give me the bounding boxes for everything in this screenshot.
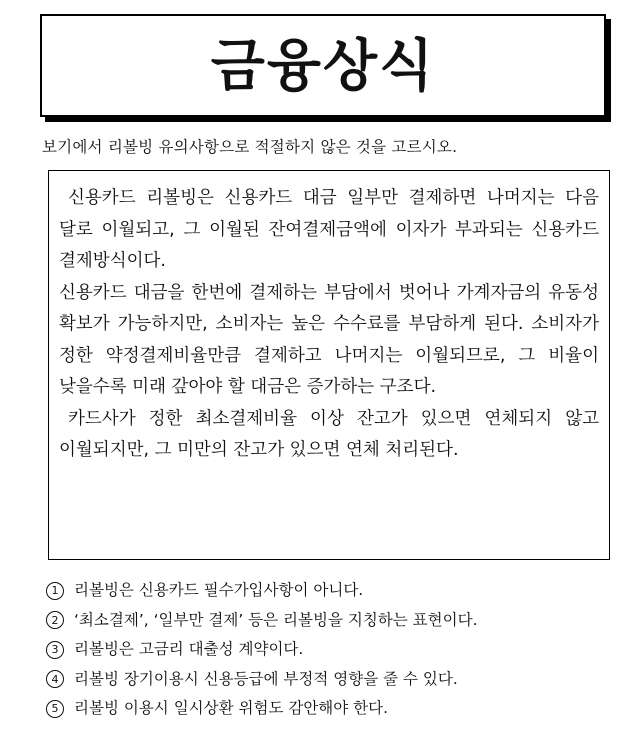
option-text-3: 리볼빙은 고금리 대출성 계약이다. (74, 640, 304, 659)
passage-box (48, 170, 610, 560)
option-text-2: ‘최소결제’, ‘일부만 결제’ 등은 리볼빙을 지칭하는 표현이다. (74, 610, 478, 629)
option-number-5: 5 (46, 700, 64, 718)
option-text-4: 리볼빙 장기이용시 신용등급에 부정적 영향을 줄 수 있다. (74, 669, 458, 688)
answer-option-1[interactable] (46, 576, 606, 606)
option-number-3: 3 (46, 641, 64, 659)
answer-option-5[interactable] (46, 694, 606, 724)
answer-options (46, 576, 606, 724)
passage-paragraph-1: 신용카드 리볼빙은 신용카드 대금 일부만 결제하면 나머지는 다음 달로 이월되고, 그 이월된 잔여결제금액에 이자가 부과되는 신용카드 결제방식이다. (59, 188, 599, 271)
option-text-1: 리볼빙은 신용카드 필수가입사항이 아니다. (74, 581, 364, 599)
option-text-5: 리볼빙 이용시 일시상환 위험도 감안해야 한다. (74, 699, 389, 718)
page-title: 금융상식 (210, 32, 436, 99)
answer-option-2[interactable] (46, 606, 606, 636)
answer-option-3[interactable] (46, 635, 606, 665)
option-number-4: 4 (46, 670, 64, 688)
option-number-2: 2 (46, 611, 64, 629)
question-text: 보기에서 리볼빙 유의사항으로 적절하지 않은 것을 고르시오. (42, 138, 458, 156)
passage-paragraph-3: 카드사가 정한 최소결제비율 이상 잔고가 있으면 연체되지 않고 이월되지만, 그 미만의 잔고가 있으면 연체 처리된다. (59, 408, 599, 460)
answer-option-4[interactable] (46, 665, 606, 695)
option-number-1: 1 (46, 582, 64, 600)
title-box (40, 14, 606, 117)
passage-paragraph-2: 신용카드 대금을 한번에 결제하는 부담에서 벗어나 가계자금의 유동성 확보가 가능하지만, 소비자는 높은 수수료를 부담하게 된다. 소비자가 정한 약정결제비율만큼 결제하고 나머지는 이월되므로, 그 비율이 낮을수록 미래 갚아야 할 대금은 증가하는 구조다. (59, 282, 599, 397)
